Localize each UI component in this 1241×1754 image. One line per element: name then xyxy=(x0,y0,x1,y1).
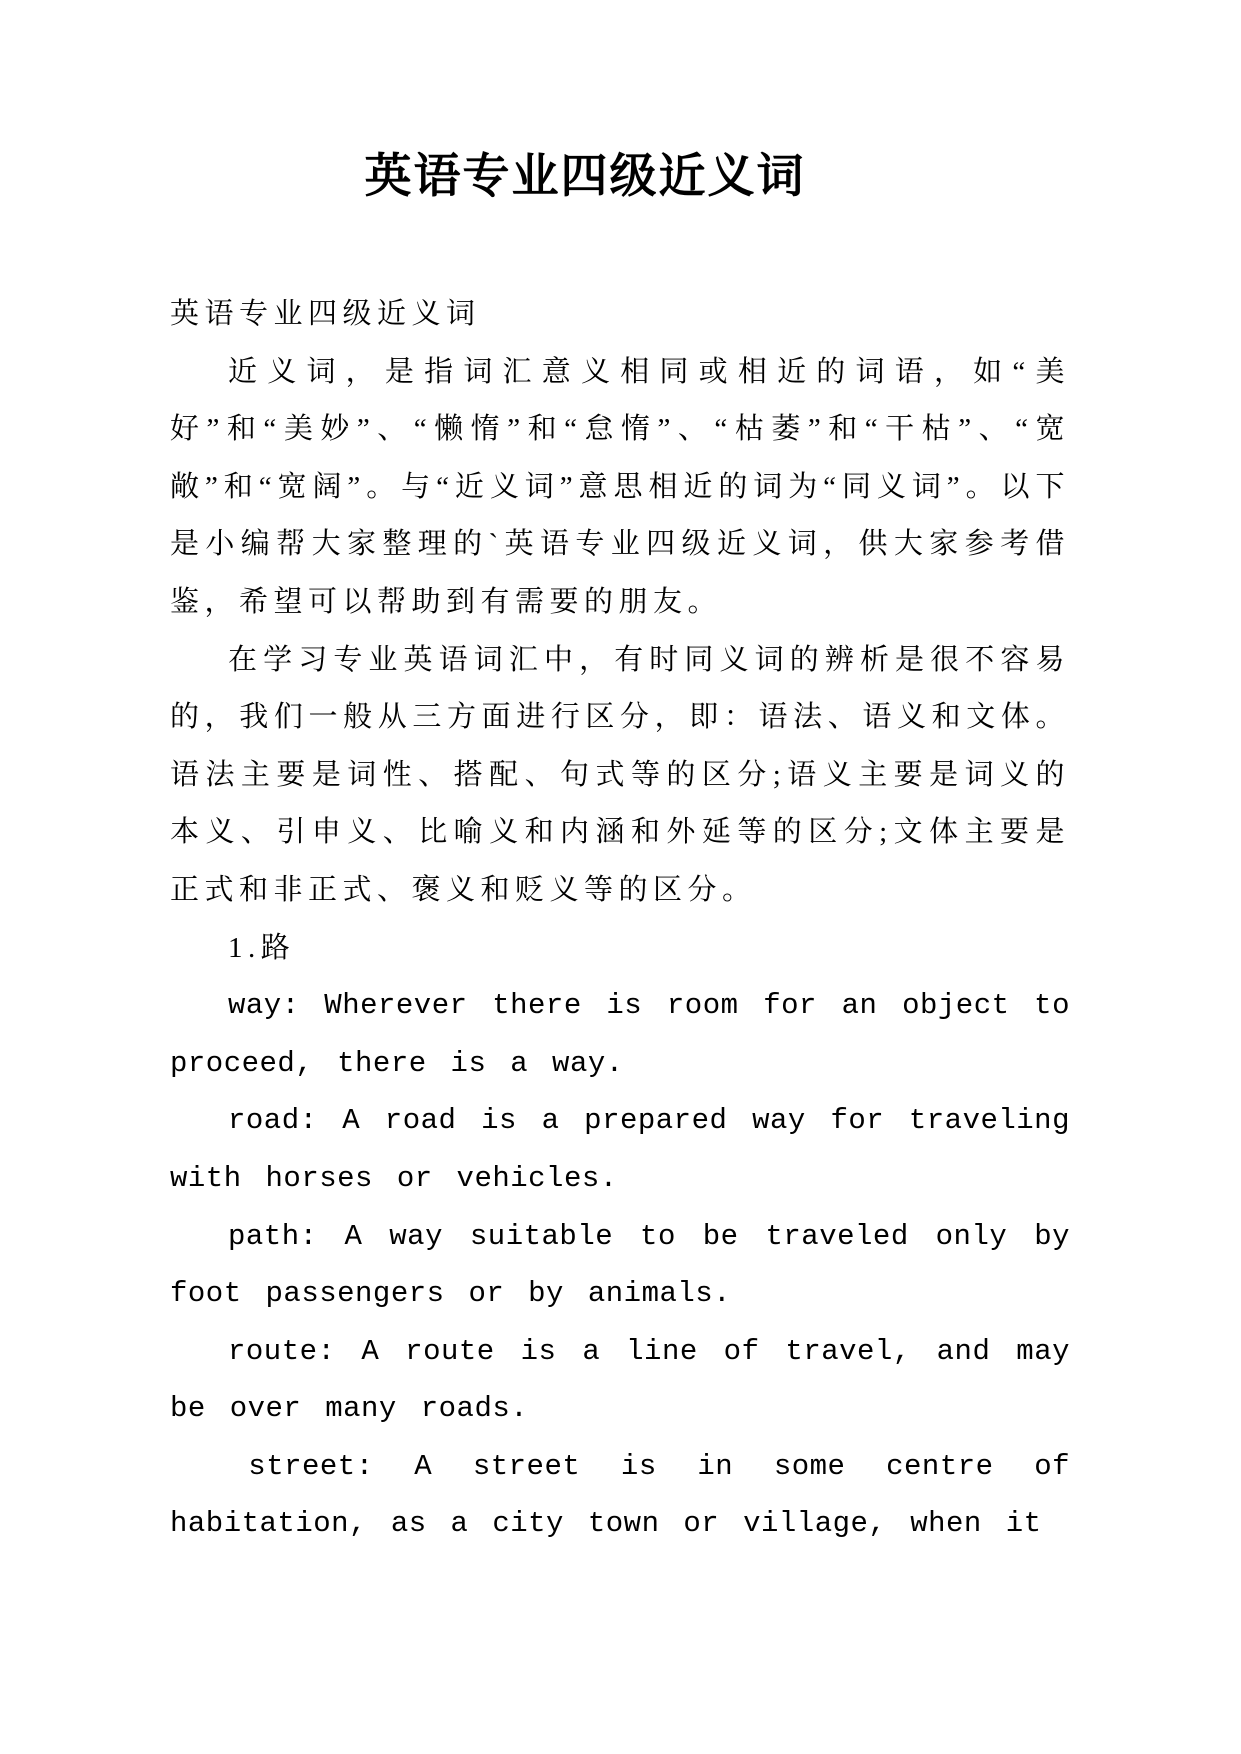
definition-route: route: A route is a line of travel, and may be over many roads. xyxy=(170,1334,1070,1426)
list-item-1-heading: 1.路 xyxy=(228,931,296,964)
definition-street: street: A street is in some centre of habitation, as a city town or village, when it xyxy=(170,1449,1070,1541)
definition-road: road: A road is a prepared way for traveling with horses or vehicles. xyxy=(170,1104,1070,1195)
document-title-text: 英语专业四级近义词 xyxy=(364,149,806,204)
definition-way: way: Wherever there is room for an object to proceed, there is a way. xyxy=(170,989,1070,1080)
document-body xyxy=(170,286,1070,1553)
paragraph-method: 在学习专业英语词汇中，有时同义词的辨析是很不容易的，我们一般从三方面进行区分，即：语法、语义和文体。语法主要是词性、搭配、句式等的区分;语义主要是词义的本义、引申义、比喻义和内涵和外延等的区分;文体主要是正式和非正式、褒义和贬义等的区分。 xyxy=(170,643,1070,906)
paragraph-intro: 近义词，是指词汇意义相同或相近的词语，如“美好”和“美妙”、“懒惰”和“怠惰”、“枯萎”和“干枯”、“宽敞”和“宽阔”。与“近义词”意思相近的词为“同义词”。以下是小编帮大家整理的`英语专业四级近义词，供大家参考借鉴，希望可以帮助到有需要的朋友。 xyxy=(170,355,1070,618)
definition-path: path: A way suitable to be traveled only by foot passengers or by animals. xyxy=(170,1219,1070,1311)
document-title xyxy=(170,148,1000,206)
paragraph-subtitle-line: 英语专业四级近义词 xyxy=(170,298,481,330)
